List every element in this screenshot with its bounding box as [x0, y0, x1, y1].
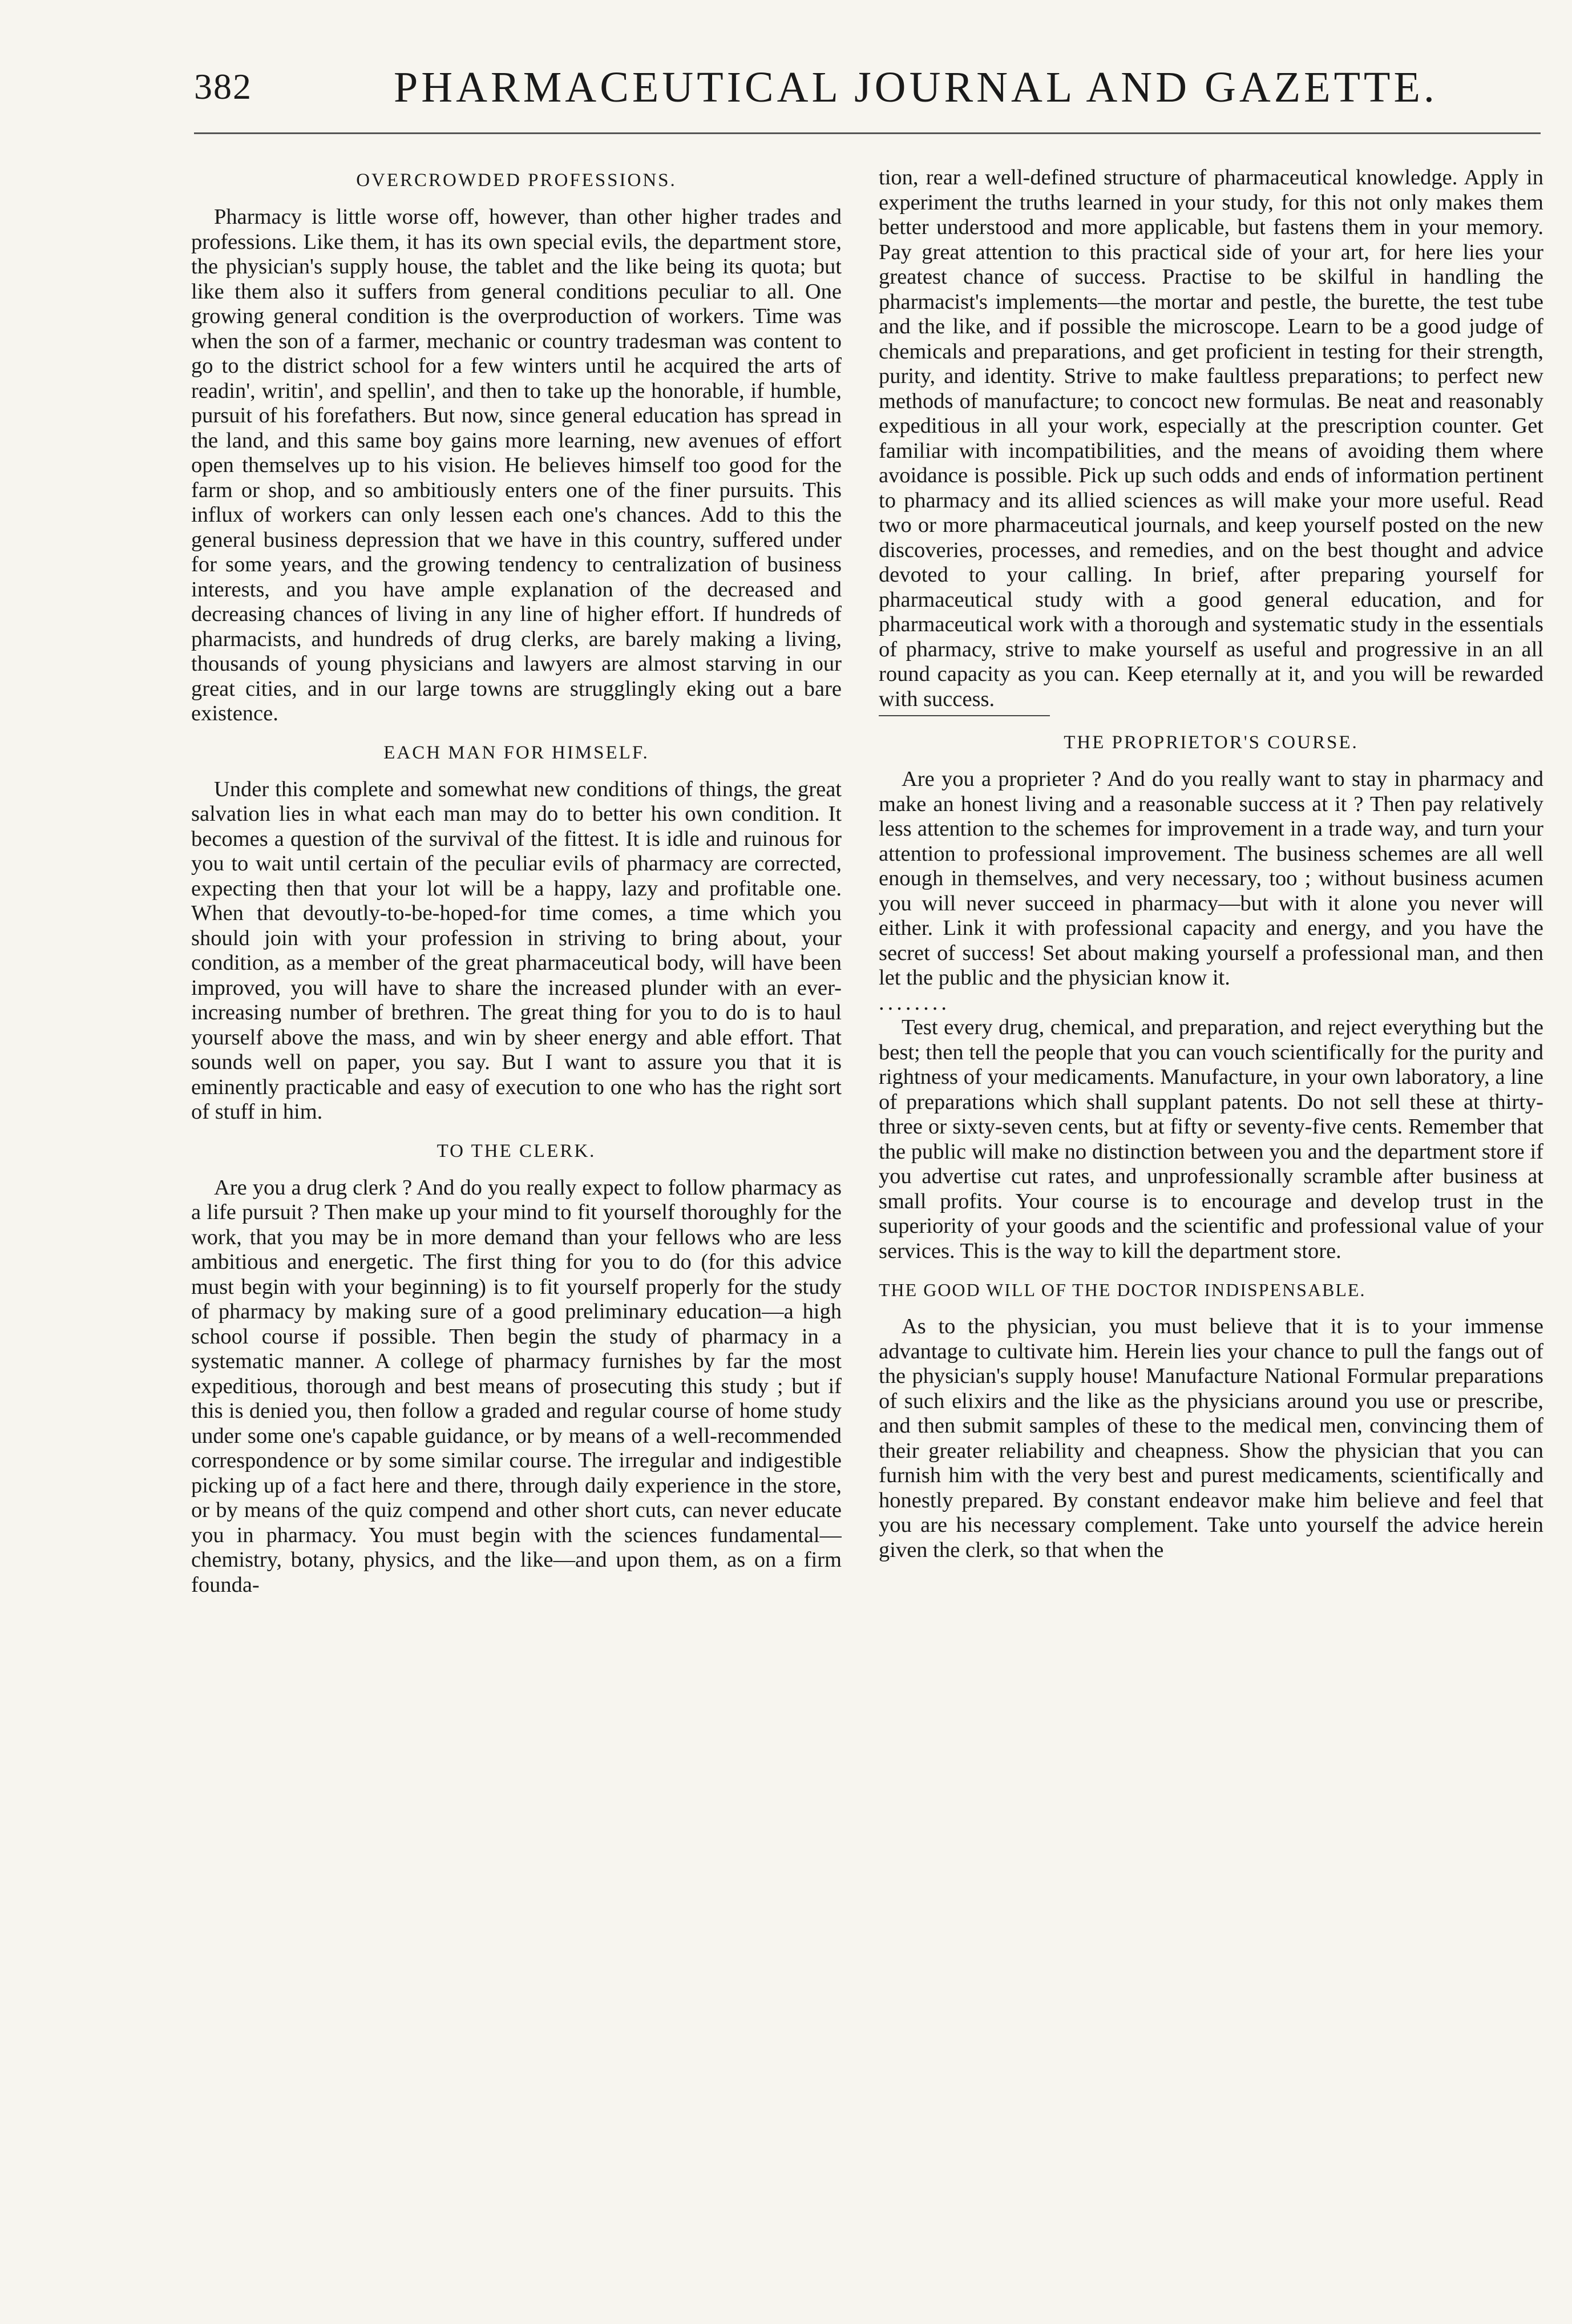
paragraph-each-man: Under this complete and somewhat new conditions of things, the great salvation lies in what each man may do to better his own condition. It becomes a question of the survival of the fittest. It is idle and ruinous for you to wait until certain of the peculiar evils of pharmacy are corrected, expecting then that your lot will be a happy, lazy and profitable one. When that devoutly-to-be-hoped-for time comes, a time which you should join with your profession in striving to bring about, your condition, as a member of the great pharmaceutical body, will have been improved, you will have to share the increased plunder with an ever-increasing number of brethren. The great thing for you to do is to haul yourself above the mass, and win by sheer energy and able effort. That sounds well on paper, you say. But I want to assure you that it is eminently practicable and easy of execution to one who has the right sort of stuff in him. — [191, 777, 842, 1124]
paragraph-doctor: As to the physician, you must believe that it is to your immense advantage to cultivate him. Herein lies your chance to pull the fangs out of the physician's supply house! Manufacture National Formular preparations of such elixirs and the like as the physicians around you use or prescribe, and then submit samples of these to the medical men, convincing them of their greater reliability and cheapness. Show the physician that you can furnish him with the very best and purest medicaments, scientifically and honestly prepared. By constant endeavor make him believe and feel that you are his necessary complement. Take unto yourself the advice herein given the clerk, so that when the — [879, 1314, 1543, 1562]
left-column — [191, 166, 842, 2289]
section-heading-each-man: EACH MAN FOR HIMSELF. — [383, 742, 649, 763]
header-rule — [194, 132, 1541, 134]
paragraph-clerk-continued: tion, rear a well-defined structure of pharmaceutical knowledge. Apply in experiment the truths learned in your study, for this not only makes them better understood and more applicable, but fastens them in your memory. Pay great attention to this practical side of your art, for here lies your greatest chance of success. Practise to be skilful in handling the pharmacist's implements—the mortar and pestle, the burette, the test tube and the like, and if possible the microscope. Learn to be a good judge of chemicals and preparations, and get proficient in testing for their strength, purity, and identity. Strive to make faultless preparations; to perfect new methods of manufacture; to concoct new formulas. Be neat and reasonably expeditious in all your work, especially at the prescription counter. Get familiar with incompatibilities, and the means of avoiding them where avoidance is possible. Pick up such odds and ends of information pertinent to pharmacy and its allied sciences as will make your more useful. Read two or more pharmaceutical journals, and keep yourself posted on the new discoveries, processes, and remedies, and on the best thought and advice devoted to your calling. In brief, after preparing yourself for pharmaceutical study with a good general education, and for pharmaceutical work with a thorough and systematic study in the essentials of pharmacy, strive to make yourself as useful and progressive in an all round capacity as you can. Keep eternally at it, and you will be rewarded with success. — [879, 166, 1543, 711]
paragraph-proprietor-1: Are you a proprieter ? And do you really want to stay in pharmacy and make an honest living and a reasonable success at it ? Then pay relatively less attention to the schemes for improvement in a trade way, and turn your attention to professional improvement. The business schemes are all well enough in themselves, and very necessary, too ; without business acumen you will never succeed in pharmacy—but with it alone you never will either. Link it with professional capacity and energy, and you have the secret of success! Set about making yourself a professional man, and then let the public and the physician know it. — [879, 767, 1543, 990]
page-number: 382 — [194, 66, 252, 107]
section-heading-clerk: TO THE CLERK. — [437, 1140, 596, 1161]
section-heading-overcrowded: OVERCROWDED PROFESSIONS. — [356, 170, 677, 191]
section-heading-doctor: THE GOOD WILL OF THE DOCTOR INDISPENSABLE. — [879, 1280, 1366, 1300]
section-heading-proprietor: THE PROPRIETOR'S COURSE. — [1064, 732, 1359, 753]
page-header — [188, 63, 1558, 126]
paragraph-overcrowded: Pharmacy is little worse off, however, than other higher trades and professions. Like them, it has its own special evils, the department store, the physician's supply house, the tablet and the like being its quota; but like them also it suffers from general conditions peculiar to all. One growing general condition is the overproduction of workers. Time was when the son of a farmer, mechanic or country tradesman was content to go to the district school for a few winters until he acquired the arts of readin', writin', and spellin', and then to take up the honorable, if humble, pursuit of his forefathers. But now, since general education has spread in the land, and this same boy gains more learning, new avenues of effort open themselves up to his vision. He believes himself too good for the farm or shop, and so ambitiously enters one of the finer pursuits. This influx of workers can only lessen each one's chances. Add to this the general business depression that we have in this country, suffered under for some years, and the growing tendency to centralization of business interests, and you have ample explanation of the decreased and decreasing chances of living in any line of higher effort. If hundreds of pharmacists, and hundreds of drug clerks, are barely making a living, thousands of young physicians and lawyers are almost starving in our great cities, and in our large towns are strugglingly eking out a bare existence. — [191, 205, 842, 725]
ellipsis-dots: ........ — [879, 990, 950, 1015]
paragraph-clerk: Are you a drug clerk ? And do you really expect to follow pharmacy as a life pursuit ? Then make up your mind to fit yourself thoroughly for the work, that you may be in more demand than your fellows who are less ambitious and energetic. The first thing for you to do (for this advice must begin with your beginning) is to fit yourself properly for the study of pharmacy by making sure of a good preliminary education—a high school course if possible. Then begin the study of pharmacy in a systematic manner. A college of pharmacy furnishes by far the most expeditious, thorough and best means of prosecuting this study ; but if this is denied you, then follow a graded and regular course of home study under some one's capable guidance, or by means of a well-recommended correspondence or by some similar course. The irregular and indigestible picking up of a fact here and there, through daily experience in the store, or by means of the quiz compend and other short cuts, can never educate you in pharmacy. You must begin with the sciences fundamental—chemistry, botany, physics, and the like—and upon them, as on a firm founda- — [191, 1175, 842, 1597]
journal-title: PHARMACEUTICAL JOURNAL AND GAZETTE. — [394, 63, 1438, 111]
right-column — [879, 166, 1543, 2289]
paragraph-proprietor-2: Test every drug, chemical, and preparation, and reject everything but the best; then tell the people that you can vouch scientifically for the purity and rightness of your medicaments. Manufacture, in your own laboratory, a line of preparations which shall supplant patents. Do not sell these at thirty-three or sixty-seven cents, but at fifty or seventy-five cents. Remember that the public will make no distinction between you and the department store if you advertise cut rates, and unprofessionally scramble after business at small profits. Your course is to encourage and develop trust in the superiority of your goods and the scientific and professional value of your services. This is the way to kill the department store. — [879, 1015, 1543, 1263]
section-divider — [879, 715, 1050, 716]
